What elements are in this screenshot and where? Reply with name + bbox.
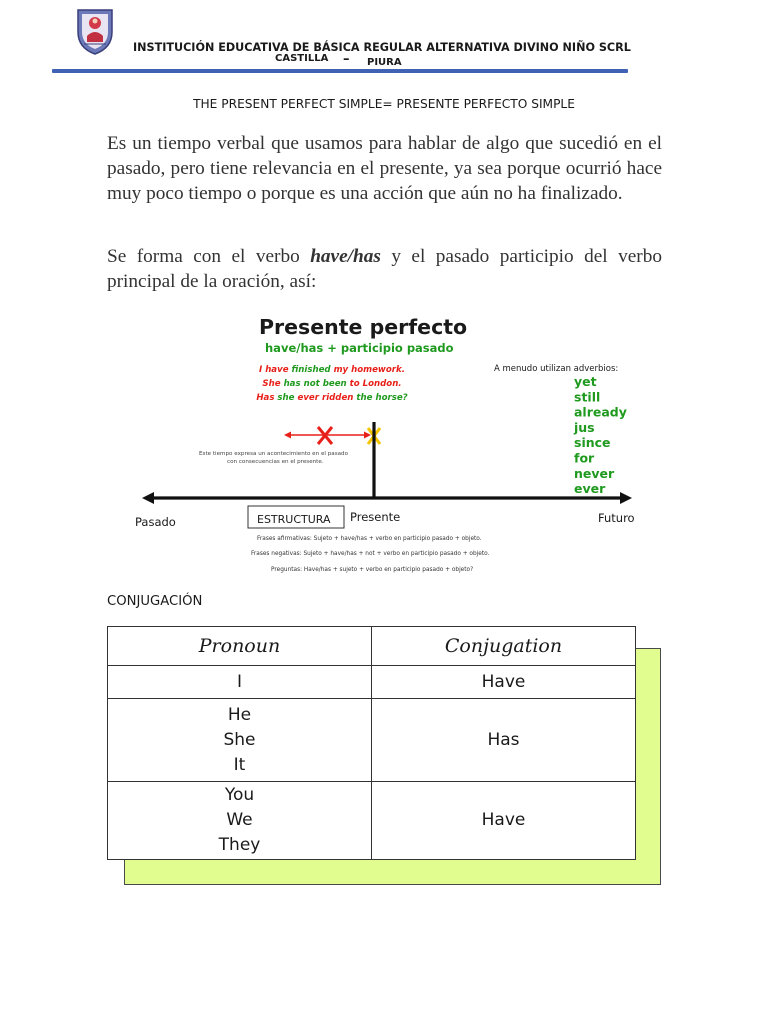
- diagram-title: Presente perfecto: [259, 315, 468, 339]
- table-row: [108, 699, 636, 782]
- verb-cell: Has: [372, 699, 636, 782]
- pronoun-cell: [108, 782, 372, 860]
- intro-paragraph: Es un tiempo verbal que usamos para hablar de algo que sucedió en el pasado, pero tiene relevancia en el presente, ya sea porque ocurrió hace muy poco tiempo o porque es una acción que aún no ha finalizado.: [107, 133, 662, 204]
- formation-verb-bold: have/has: [310, 246, 381, 267]
- diagram-note-line1: Este tiempo expresa un acontecimiento en el pasado: [199, 451, 349, 457]
- diagram-note-line2: con consecuencias en el presente.: [227, 459, 324, 465]
- adverb-item: already: [574, 404, 627, 420]
- table-row: [108, 666, 636, 699]
- pronoun: You: [224, 785, 255, 805]
- pronoun: They: [218, 835, 261, 855]
- present-perfect-diagram: [130, 304, 644, 584]
- adverb-item: still: [574, 389, 601, 405]
- pronoun: I: [236, 672, 242, 692]
- pronoun-cell: [108, 699, 372, 782]
- verb-cell: Have: [372, 666, 636, 699]
- verb-cell: Have: [372, 782, 636, 860]
- adverb-item: yet: [574, 374, 597, 389]
- adverb-item: never: [574, 465, 615, 481]
- formation-paragraph: [107, 244, 662, 294]
- diagram-examples: [256, 365, 407, 403]
- adverb-item: for: [574, 450, 595, 466]
- location-dash: –: [343, 52, 350, 67]
- table-header-row: [108, 627, 636, 666]
- location-piura: PIURA: [367, 57, 402, 68]
- location-castilla: CASTILLA: [275, 53, 329, 64]
- example-sentence: I have finished my homework.: [259, 365, 405, 375]
- pronoun: We: [226, 810, 253, 830]
- school-name: INSTITUCIÓN EDUCATIVA DE BÁSICA REGULAR ALTERNATIVA DIVINO NIÑO SCRL: [133, 41, 631, 54]
- adverb-item: jus: [574, 419, 595, 435]
- adverbs-label: A menudo utilizan adverbios:: [494, 364, 619, 374]
- table-row: [108, 782, 636, 860]
- rule-negative: Frases negativas: Sujeto + have/has + not + verbo en participio pasado + objeto.: [251, 551, 490, 557]
- timeline-label-past: Pasado: [135, 515, 176, 529]
- pronoun: He: [227, 704, 252, 725]
- pronoun: She: [223, 729, 256, 750]
- example-sentence: She has not been to London.: [262, 379, 402, 389]
- conjugation-heading: CONJUGACIÓN: [107, 594, 203, 609]
- formation-text-before: Se forma con el verbo: [107, 246, 311, 267]
- timeline-label-present: Presente: [350, 510, 401, 524]
- header-divider: [52, 69, 628, 73]
- rule-question: Preguntas: Have/has + sujeto + verbo en participio pasado + objeto?: [271, 567, 474, 573]
- diagram-subtitle: have/has + participio pasado: [265, 341, 454, 355]
- timeline-label-future: Futuro: [598, 511, 635, 525]
- header-pronoun: Pronoun: [108, 627, 372, 666]
- adverb-item: ever: [574, 481, 606, 497]
- adverb-item: since: [574, 435, 611, 451]
- conjugation-table: [107, 626, 636, 860]
- rule-affirmative: Frases afirmativas: Sujeto + have/has + verbo en participio pasado + objeto.: [257, 536, 482, 542]
- header-conjugation: Conjugation: [372, 627, 636, 666]
- document-title: THE PRESENT PERFECT SIMPLE= PRESENTE PERFECTO SIMPLE: [193, 97, 575, 111]
- formation-text-after: y el pasado participio del verbo principal de la oración, así:: [107, 246, 662, 292]
- pronoun: It: [233, 754, 246, 775]
- structure-label: ESTRUCTURA: [257, 513, 331, 526]
- pronoun-cell: [108, 666, 372, 699]
- example-sentence: Has she ever ridden the horse?: [256, 393, 408, 403]
- school-crest-logo: [70, 6, 120, 56]
